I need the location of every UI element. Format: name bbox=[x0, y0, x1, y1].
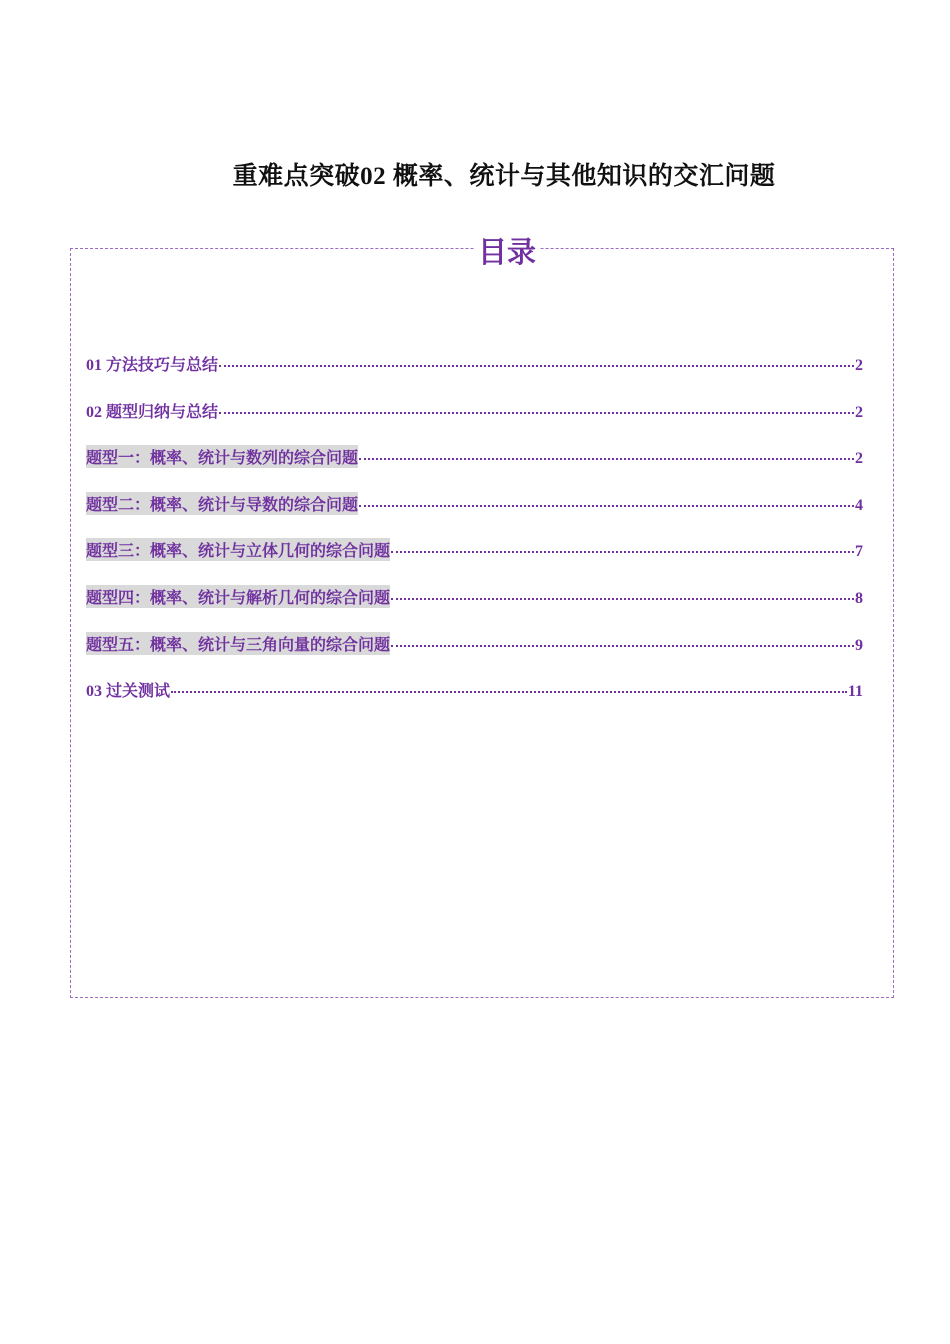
toc-entry-page[interactable]: 7 bbox=[855, 543, 863, 561]
toc-entry-method-summary[interactable] bbox=[86, 352, 863, 399]
toc-entry-label[interactable]: 题型五：概率、统计与三角向量的综合问题 bbox=[86, 632, 390, 655]
toc-entry-label[interactable]: 题型二：概率、统计与导数的综合问题 bbox=[86, 492, 358, 515]
toc-entry-page[interactable]: 2 bbox=[855, 450, 863, 468]
toc-leader-dots bbox=[219, 365, 854, 367]
toc-entry-page[interactable]: 2 bbox=[855, 403, 863, 421]
toc-leader-dots bbox=[391, 645, 854, 647]
toc-leader-dots bbox=[219, 412, 854, 414]
toc-entry-type-4[interactable] bbox=[86, 585, 863, 632]
toc-entry-type-1[interactable] bbox=[86, 445, 863, 492]
toc-entry-label[interactable]: 02 题型归纳与总结 bbox=[86, 403, 219, 421]
toc-entry-page[interactable]: 8 bbox=[855, 589, 863, 607]
toc-list bbox=[86, 352, 863, 725]
toc-entry-page[interactable]: 11 bbox=[847, 683, 863, 701]
toc-entry-type-3[interactable] bbox=[86, 538, 863, 585]
toc-leader-dots bbox=[391, 551, 854, 553]
toc-entry-label[interactable]: 03 过关测试 bbox=[86, 683, 171, 701]
toc-leader-dots bbox=[391, 598, 854, 600]
toc-entry-type-5[interactable] bbox=[86, 632, 863, 679]
toc-heading bbox=[0, 234, 950, 270]
toc-leader-dots bbox=[359, 505, 854, 507]
toc-leader-dots bbox=[171, 691, 847, 693]
toc-entry-page[interactable]: 2 bbox=[855, 357, 863, 374]
toc-entry-page[interactable]: 9 bbox=[855, 636, 863, 654]
toc-entry-final-test[interactable] bbox=[86, 678, 863, 725]
toc-leader-dots bbox=[359, 458, 854, 460]
toc-entry-type-2[interactable] bbox=[86, 492, 863, 539]
toc-entry-page[interactable]: 4 bbox=[855, 496, 863, 514]
toc-entry-label[interactable]: 01 方法技巧与总结 bbox=[86, 357, 219, 374]
toc-entry-label[interactable]: 题型三：概率、统计与立体几何的综合问题 bbox=[86, 538, 390, 561]
toc-entry-label[interactable]: 题型四：概率、统计与解析几何的综合问题 bbox=[86, 585, 390, 608]
toc-entry-label[interactable]: 题型一：概率、统计与数列的综合问题 bbox=[86, 445, 358, 468]
document-title: 重难点突破02 概率、统计与其他知识的交汇问题 bbox=[232, 163, 776, 190]
toc-entry-type-summary[interactable] bbox=[86, 399, 863, 446]
toc-heading-text: 目录 bbox=[474, 234, 540, 270]
